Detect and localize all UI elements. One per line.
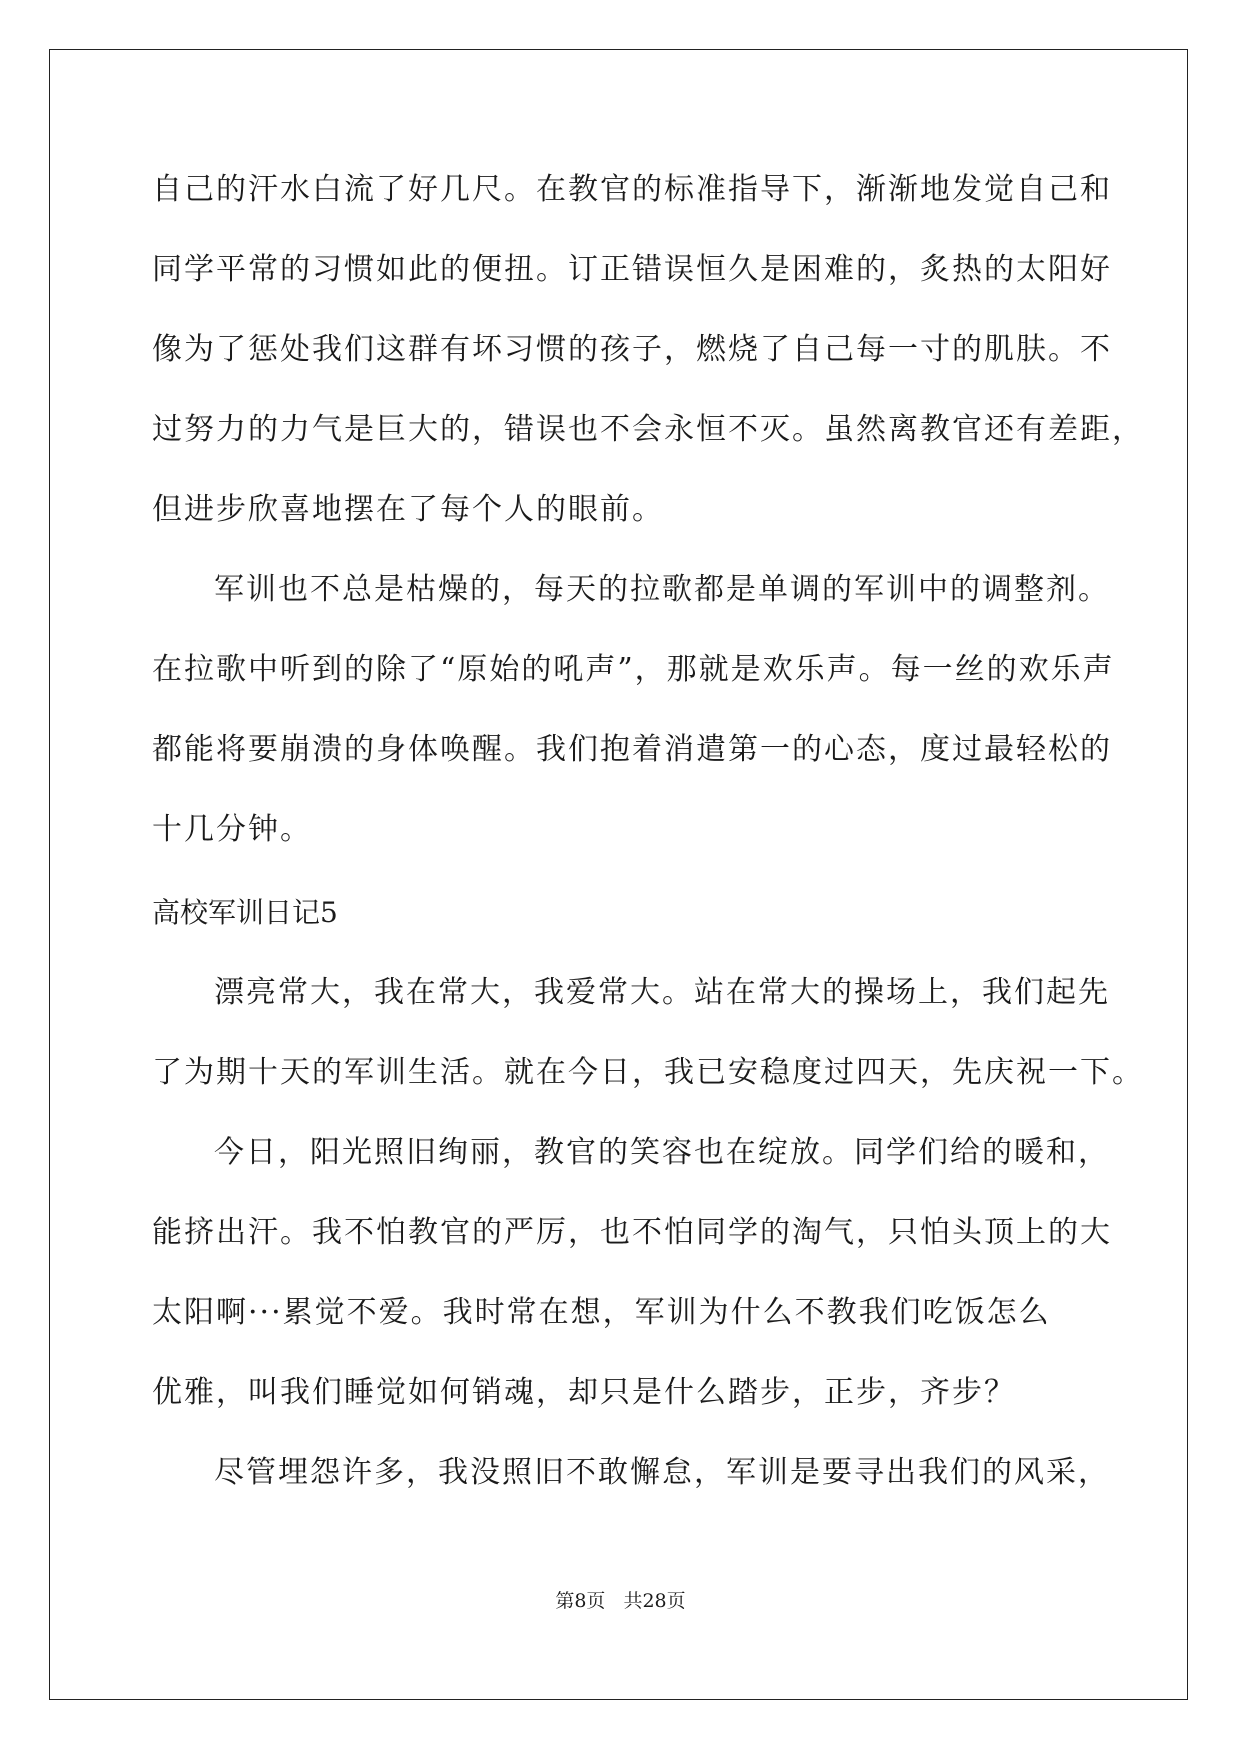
text-line: 同学平常的习惯如此的便扭。订正错误恒久是困难的，炙热的太阳好 bbox=[152, 252, 1112, 287]
text-line: 在拉歌中听到的除了“原始的吼声”，那就是欢乐声。每一丝的欢乐声 bbox=[152, 652, 1115, 687]
text-line: 过努力的力气是巨大的，错误也不会永恒不灭。虽然离教官还有差距， bbox=[152, 412, 1144, 447]
text-line: 十几分钟。 bbox=[152, 812, 312, 847]
page-number: 第8页 bbox=[555, 1590, 606, 1612]
text-line: 优雅，叫我们睡觉如何销魂，却只是什么踏步，正步，齐步？ bbox=[152, 1375, 1016, 1410]
text-line: 了为期十天的军训生活。就在今日，我已安稳度过四天，先庆祝一下。 bbox=[152, 1055, 1144, 1090]
text-line: 漂亮常大，我在常大，我爱常大。站在常大的操场上，我们起先 bbox=[214, 975, 1110, 1010]
text-line: 自己的汗水白流了好几尺。在教官的标准指导下，渐渐地发觉自己和 bbox=[152, 172, 1112, 207]
text-line: 能挤出汗。我不怕教官的严厉，也不怕同学的淘气，只怕头顶上的大 bbox=[152, 1215, 1112, 1250]
text-line: 今日，阳光照旧绚丽，教官的笑容也在绽放。同学们给的暖和， bbox=[214, 1135, 1110, 1170]
section-heading: 高校军训日记5 bbox=[152, 896, 338, 929]
text-line: 像为了惩处我们这群有坏习惯的孩子，燃烧了自己每一寸的肌肤。不 bbox=[152, 332, 1112, 367]
text-line: 都能将要崩溃的身体唤醒。我们抱着消遣第一的心态，度过最轻松的 bbox=[152, 732, 1112, 767]
page-footer bbox=[0, 1586, 1241, 1613]
page-total: 共28页 bbox=[623, 1590, 686, 1612]
text-line: 军训也不总是枯燥的，每天的拉歌都是单调的军训中的调整剂。 bbox=[214, 572, 1110, 607]
text-line: 但进步欣喜地摆在了每个人的眼前。 bbox=[152, 492, 664, 527]
text-line: 太阳啊···累觉不爱。我时常在想，军训为什么不教我们吃饭怎么 bbox=[152, 1295, 1051, 1330]
text-line: 尽管埋怨许多，我没照旧不敢懈怠，军训是要寻出我们的风采， bbox=[214, 1455, 1110, 1490]
